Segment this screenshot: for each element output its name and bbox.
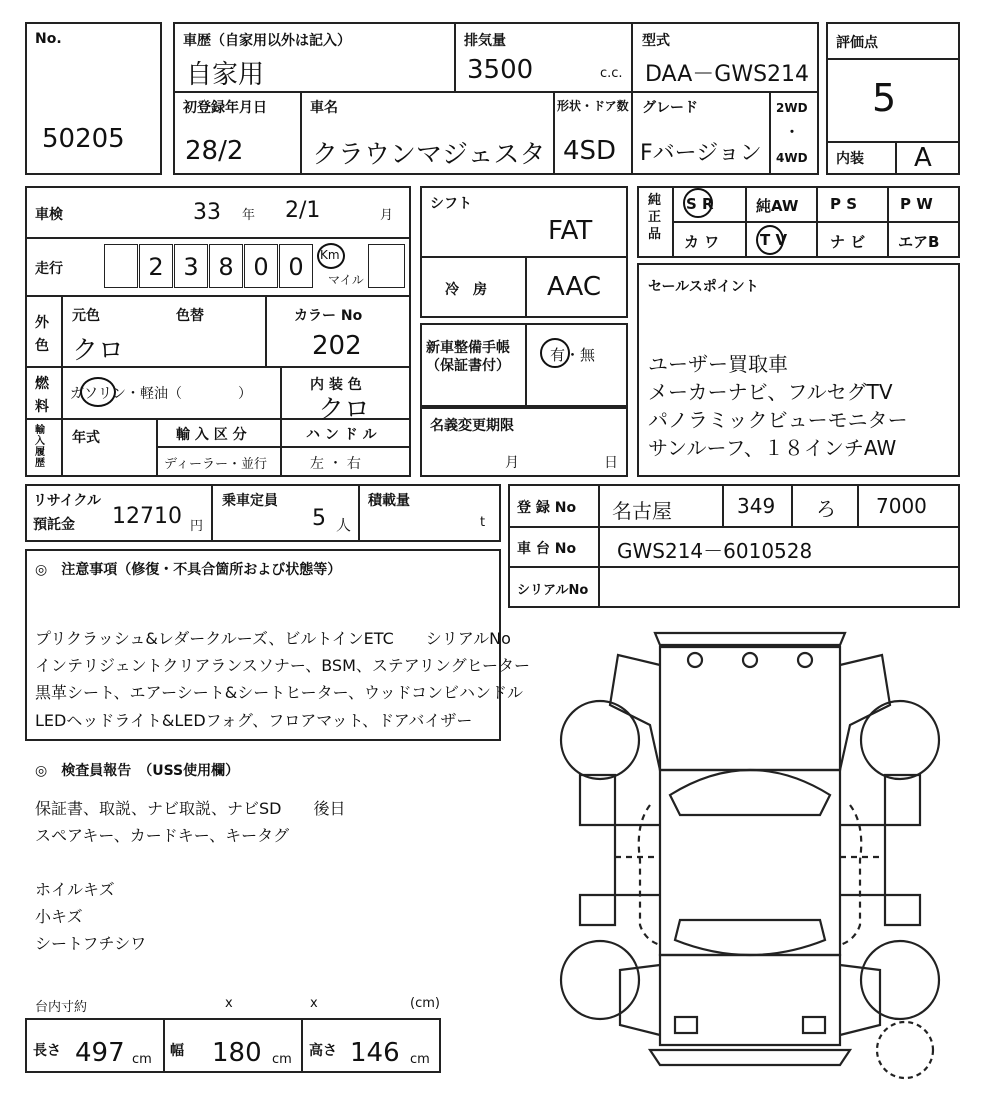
body-label: 形状・ドア数 [557, 99, 629, 113]
int-color-label: 内 装 色 [310, 377, 362, 393]
lr-label: 左 ・ 右 [310, 456, 361, 472]
interior-value: A [914, 143, 932, 173]
load-unit: t [480, 515, 486, 530]
mileage-label: 走行 [35, 261, 63, 277]
mileage-extra-cell [368, 244, 405, 288]
height-value: 146 [350, 1038, 400, 1068]
inspector-line-4: ホイルキズ [35, 880, 115, 899]
reg-class: 349 [737, 494, 776, 518]
model-value: DAA－GWS214 [645, 62, 810, 87]
recycle-label-2: 預託金 [33, 517, 75, 533]
option-tv: T V [760, 231, 788, 249]
history-value: 自家用 [186, 60, 265, 90]
height-unit: cm [410, 1052, 430, 1067]
fuel-selection-circle [80, 377, 116, 407]
load-label: 積載量 [368, 493, 410, 509]
score-label: 評価点 [836, 35, 878, 51]
height-label: 高さ [309, 1043, 337, 1059]
mile-label: マイル [328, 273, 364, 287]
sr-circle [683, 188, 713, 218]
capacity-unit: 人 [336, 516, 352, 534]
notes-line-1: プリクラッシュ&レダークルーズ、ビルトインETC シリアルNo [35, 629, 511, 648]
import-label: 輸入履歴 [35, 425, 45, 469]
chassis-value: GWS214－6010528 [617, 539, 813, 563]
car-diagram [540, 625, 960, 1090]
inspector-line-2: スペアキー、カードキー、キータグ [35, 826, 290, 845]
no-value: 50205 [42, 124, 125, 154]
int-color-value: クロ [318, 395, 371, 425]
manual-label-2: （保証書付） [426, 358, 510, 374]
mileage-digit-cell: 0 [279, 244, 313, 288]
score-value: 5 [872, 76, 897, 120]
mileage-digit-cell: 0 [244, 244, 278, 288]
handle-label: ハ ン ド ル [306, 427, 377, 443]
tv-circle [756, 225, 784, 255]
model-label: 型式 [642, 33, 670, 49]
car-name-value: クラウンマジェスタ [312, 140, 546, 170]
manual-label-1: 新車整備手帳 [426, 340, 510, 356]
rename-month: 月 [505, 455, 519, 471]
notes-line-3: 黒革シート、エアーシート&シートヒーター、ウッドコンビハンドル [35, 683, 523, 702]
shift-label: シフト [430, 196, 472, 212]
month-unit: 月 [380, 208, 394, 223]
displacement-value: 3500 [467, 55, 534, 85]
year-unit: 年 [242, 208, 256, 223]
option-aw: 純AW [756, 197, 799, 215]
option-sr: S R [686, 195, 714, 213]
width-unit: cm [272, 1052, 292, 1067]
import-class-label: 輸 入 区 分 [176, 427, 247, 443]
rename-day: 日 [604, 455, 618, 471]
shaken-label: 車検 [35, 207, 63, 223]
mileage-digit-cell: 2 [139, 244, 173, 288]
mileage-digit-cell [104, 244, 138, 288]
option-pw: P W [900, 195, 933, 213]
reg-kana: ろ [816, 497, 836, 521]
drive-2wd: 2WD [776, 101, 808, 115]
ac-value: AAC [547, 272, 601, 302]
option-leather: カ ワ [684, 233, 720, 251]
mileage-digit-cell: 8 [209, 244, 243, 288]
grade-label: グレード [642, 100, 698, 116]
exterior-label-1: 外 [35, 315, 49, 331]
drive-4wd: 4WD [776, 151, 808, 165]
sales-point-line-3: パノラミックビューモニター [648, 408, 908, 432]
recycle-label-1: リサイクル [33, 493, 102, 509]
header-mid-line [173, 91, 819, 93]
fuel-label-1: 燃 [35, 376, 49, 392]
sales-point-line-2: メーカーナビ、フルセグTV [648, 380, 893, 404]
exterior-label-2: 色 [35, 338, 49, 354]
history-label: 車歴（自家用以外は記入） [183, 33, 351, 49]
reg-place: 名古屋 [612, 499, 672, 523]
sales-point-label: セールスポイント [648, 279, 759, 295]
dimensions-x1: x [225, 996, 233, 1011]
notes-label: ◎ 注意事項（修復・不具合箇所および状態等） [35, 562, 342, 578]
repaint-label: 色替 [176, 308, 204, 324]
orig-color-label: 元色 [72, 308, 100, 324]
sales-point-line-1: ユーザー買取車 [648, 352, 788, 376]
chassis-label: 車 台 No [517, 541, 577, 557]
first-reg-value: 28/2 [185, 136, 244, 166]
dealer-label: ディーラー・並行 [164, 457, 267, 472]
width-value: 180 [212, 1038, 262, 1068]
orig-color-value: クロ [72, 336, 125, 366]
capacity-value: 5 [312, 506, 326, 531]
dimensions-cm-paren: (cm) [410, 996, 440, 1011]
inspector-label: ◎ 検査員報告 （USS使用欄） [35, 763, 240, 779]
capacity-label: 乗車定員 [222, 493, 278, 509]
shaken-md: 2/1 [285, 198, 321, 223]
reg-number: 7000 [876, 494, 927, 518]
displacement-label: 排気量 [464, 33, 506, 49]
notes-line-2: インテリジェントクリアランスソナー、BSM、ステアリングヒーター [35, 656, 530, 675]
fuel-label-2: 料 [35, 399, 49, 415]
width-label: 幅 [170, 1043, 184, 1059]
year-model-label: 年式 [72, 430, 100, 446]
color-no-label: カラー No [294, 308, 363, 324]
length-label: 長さ [33, 1043, 61, 1059]
recycle-unit: 円 [190, 519, 204, 534]
first-reg-label: 初登録年月日 [183, 100, 267, 116]
body-value: 4SD [563, 136, 617, 166]
dimensions-label: 台内寸約 [35, 1000, 88, 1015]
shift-value: FAT [548, 216, 593, 246]
option-navi: ナ ビ [830, 233, 866, 251]
displacement-unit: c.c. [600, 66, 623, 81]
length-unit: cm [132, 1052, 152, 1067]
ac-label: 冷 房 [445, 282, 487, 298]
recycle-value: 12710 [112, 504, 182, 529]
drive-dot: ・ [785, 125, 799, 141]
color-no-value: 202 [312, 331, 362, 361]
genuine-label: 純正品 [648, 193, 662, 242]
notes-line-4: LEDヘッドライト&LEDフォグ、フロアマット、ドアバイザー [35, 711, 473, 730]
inspector-line-1: 保証書、取説、ナビ取説、ナビSD 後日 [35, 799, 346, 818]
reg-label: 登 録 No [517, 500, 577, 516]
car-name-label: 車名 [310, 100, 338, 116]
mileage-digit-cell: 3 [174, 244, 208, 288]
dimensions-x2: x [310, 996, 318, 1011]
km-label: Km [320, 248, 340, 262]
inspector-line-5: 小キズ [35, 907, 83, 926]
serial-label: シリアルNo [517, 583, 589, 598]
fuel-value: ガソリン・軽油（ ） [70, 386, 252, 402]
manual-yes-circle [540, 338, 570, 368]
option-airbag: エアB [898, 233, 940, 251]
shaken-year: 33 [193, 200, 221, 225]
interior-label: 内装 [836, 151, 864, 167]
sales-point-line-4: サンルーフ、１８インチAW [648, 436, 897, 460]
inspector-line-6: シートフチシワ [35, 934, 147, 953]
option-ps: P S [830, 195, 858, 213]
length-value: 497 [75, 1038, 125, 1068]
rename-label: 名義変更期限 [430, 418, 514, 434]
no-label: No. [35, 31, 62, 47]
manual-value: 有・無 [550, 346, 596, 364]
grade-value: Fバージョン [640, 141, 762, 166]
